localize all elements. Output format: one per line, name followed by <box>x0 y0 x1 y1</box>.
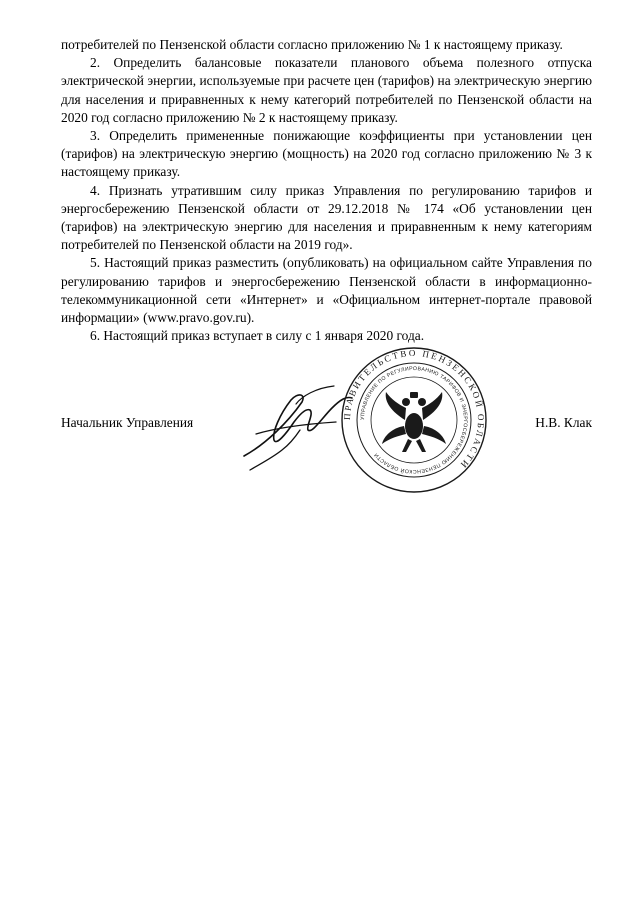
signer-role: Начальник Управления <box>61 415 194 430</box>
document-body <box>61 36 592 345</box>
paragraph-4: 4. Признать утратившим силу приказ Управления по регулированию тарифов и энергосбережению Пензенской области от 29.12.2018 № 174 «Об установлении цен (тарифов) на электрическую энергию для населения и приравненным к нему категориям потребителей по Пензенской области на 2019 год». <box>61 182 592 253</box>
paragraph-5: 5. Настоящий приказ разместить (опубликовать) на официальном сайте Управления по регулированию тарифов и энергосбережению Пензенской области в информационно-телекоммуникационной сети «Интернет» и «Официальном интернет-портале правовой информации» (www.pravo.gov.ru). <box>61 255 592 326</box>
double-headed-eagle-icon <box>382 392 446 452</box>
paragraph-6: 6. Настоящий приказ вступает в силу с 1 января 2020 года. <box>90 328 425 344</box>
paragraph-1-continuation: потребителей по Пензенской области согласно приложению № 1 к настоящему приказу. <box>61 37 563 52</box>
seal-outer-text: ПРАВИТЕЛЬСТВО ПЕНЗЕНСКОЙ ОБЛАСТИ <box>341 347 487 472</box>
paragraph-2: 2. Определить балансовые показатели планового объема полезного отпуска электрической энергии, используемые при расчете цен (тарифов) на электрическую энергию для населения и приравненных к нему категорий потребителей по Пензенской области на 2020 год согласно приложению № 2 к настоящему приказу. <box>61 55 592 125</box>
paragraph-3: 3. Определить примененные понижающие коэффициенты при установлении цен (тарифов) на электрическую энергию (мощность) на 2020 год согласно приложению № 3 к настоящему приказу. <box>61 128 592 180</box>
seal-inner-text: УПРАВЛЕНИЕ ПО РЕГУЛИРОВАНИЮ ТАРИФОВ И ЭНЕРГОСБЕРЕЖЕНИЮ ПЕНЗЕНСКОЙ ОБЛАСТИ <box>359 365 469 475</box>
official-seal <box>340 346 488 494</box>
signer-name: Н.В. Клак <box>535 415 592 430</box>
